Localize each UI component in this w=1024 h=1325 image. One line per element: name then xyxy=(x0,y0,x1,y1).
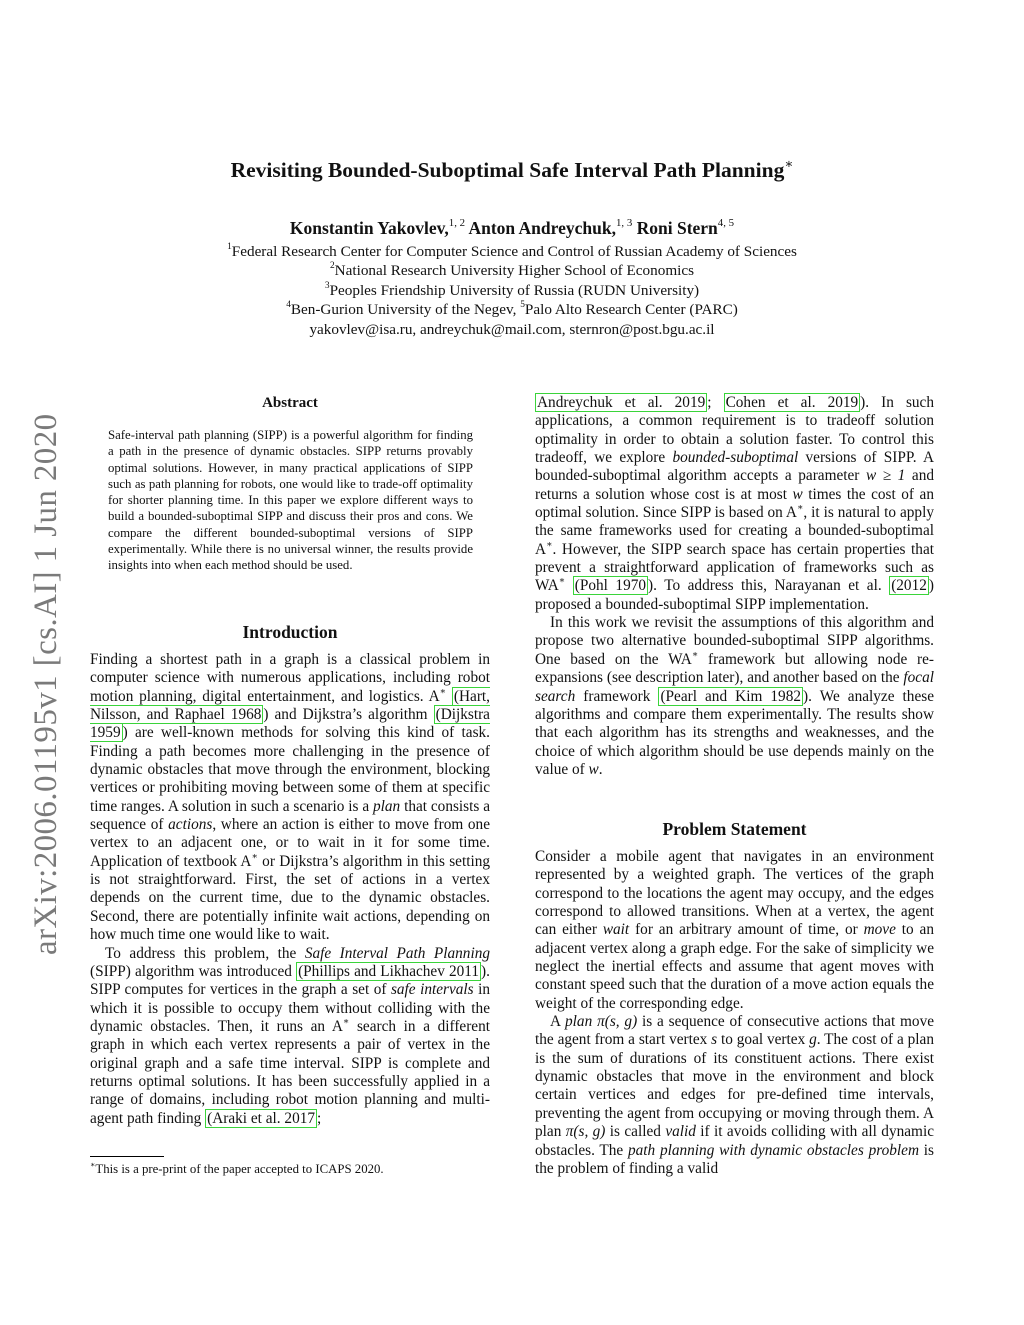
paper-title-text: Revisiting Bounded-Suboptimal Safe Interval Path Planning xyxy=(230,158,785,182)
author-name: Roni Stern xyxy=(636,218,718,238)
citation-link[interactable]: Andreychuk et al. 2019 xyxy=(537,394,706,411)
paragraph xyxy=(535,1013,934,1178)
text-run: To address this problem, the xyxy=(105,944,305,962)
paragraph xyxy=(535,848,934,1013)
affiliation-text: Palo Alto Research Center (PARC) xyxy=(524,301,738,318)
text-run: are well-known methods for solving this kind of task. Finding a path becomes more challenging in the presence of dynamic obstacles that move through the environment, blocking vertices or prohibiting moving between some of them at specific time ranges. A solution in such a scenario is a xyxy=(90,724,490,815)
affiliation-line xyxy=(0,300,1024,320)
emphasis: Safe Interval Path Planning xyxy=(304,944,490,962)
superscript: ∗ xyxy=(691,649,699,660)
text-run: In this work we revisit the assumptions of this algorithm and propose two alternative bounded-suboptimal SIPP algorithms. One based on the WA xyxy=(535,614,934,668)
text-run: (SIPP) algorithm was introduced xyxy=(90,962,297,980)
superscript: ∗ xyxy=(342,1016,350,1027)
emphasis: plan xyxy=(373,797,401,815)
superscript: ∗ xyxy=(546,539,553,550)
text-run: if it avoids colliding with all dynamic obstacles. The xyxy=(535,1123,934,1159)
text-run: for an arbitrary amount of time, or xyxy=(629,921,864,939)
text-run: versions of SIPP. A bounded-suboptimal algorithm accepts a parameter xyxy=(535,449,934,485)
text-run: that consists a sequence of xyxy=(90,797,490,834)
title-footnote-mark: ∗ xyxy=(784,155,794,171)
math-expression: π(s, g) xyxy=(565,1123,606,1141)
emphasis: focal search xyxy=(535,669,934,705)
text-run: ) xyxy=(122,724,128,742)
introduction-body xyxy=(90,651,490,1128)
text-run: and Dijkstra’s algorithm xyxy=(268,706,434,724)
author-affiliation-mark: 1, 2 xyxy=(448,217,466,230)
affiliation-mark: 5 xyxy=(520,300,525,310)
text-run: is the problem of finding a valid xyxy=(535,1141,934,1177)
text-run: ) xyxy=(481,962,487,980)
emphasis: valid xyxy=(665,1123,696,1141)
author-affiliation-mark: 1, 3 xyxy=(615,217,633,230)
affiliation-line xyxy=(0,261,1024,281)
text-run: ) xyxy=(803,687,809,705)
math-expression: w ≥ 1 xyxy=(865,467,906,485)
author-name: Konstantin Yakovlev, xyxy=(289,218,449,238)
math-expression: π(s, g) xyxy=(597,1013,638,1031)
text-run: in which it is possible to occupy them without colliding with the dynamic obstacles. Then, it runs an A xyxy=(90,981,490,1035)
text-run: framework xyxy=(575,687,659,705)
affiliation-mark: 2 xyxy=(329,261,335,271)
text-run: A xyxy=(550,1013,566,1031)
citation-link[interactable]: (Phillips and Likhachev 2011 xyxy=(298,962,480,980)
footnote-text: This is a pre-print of the paper accepted to ICAPS 2020. xyxy=(95,1162,384,1176)
abstract-heading: Abstract xyxy=(262,395,318,411)
author-emails: yakovlev@isa.ru, andreychuk@mail.com, sternron@post.bgu.ac.il xyxy=(309,321,715,338)
text-run: . In such applications, a common requirement is to tradeoff solution optimality in order to obtain a solution faster. To control this tradeoff, we explore xyxy=(535,394,934,467)
text-run: and returns a solution whose cost is at most xyxy=(535,467,934,503)
text-run: ; xyxy=(317,1109,322,1127)
affiliation-text: Peoples Friendship University of Russia (RUDN University) xyxy=(329,282,700,299)
author-affiliation-mark: 4, 5 xyxy=(717,217,735,230)
citation-link[interactable]: (Pohl 1970 xyxy=(574,577,647,595)
text-run: . We analyze these algorithms and compare them experimentally. The results show that each algorithm has its strengths and weaknesses, and the choice of which algorithm should be use depends mainly on the value of xyxy=(535,687,934,778)
right-column-body xyxy=(535,394,934,779)
paragraph xyxy=(90,945,490,1128)
text-run: Finding a shortest path in a graph is a classical problem in computer science with numerous applications, including robot motion planning, digital entertainment, and logistics. A xyxy=(90,651,490,705)
text-run: search in a different graph in which each vertex represents a pair of vertex in the original graph and a safe time interval. SIPP is complete and returns optimal solutions. It has been successfully applied in a range of domains, including robot motion planning and multi-agent path finding xyxy=(90,1017,490,1127)
abstract-body: Safe-interval path planning (SIPP) is a powerful algorithm for finding a path in the presence of dynamic obstacles. SIPP returns provably optimal solutions. However, in many practical applications of SIPP such as path planning for robots, one would like to trade-off optimality for shorter planning time. In this paper we explore different ways to build a bounded-suboptimal SIPP and discuss their pros and cons. We compare the different bounded-suboptimal versions of SIPP experimentally. While there is no universal winner, the results provide insights into when each method should be used. xyxy=(108,428,473,573)
math-expression: s xyxy=(711,1031,718,1049)
citation-link[interactable]: (2012 xyxy=(891,577,927,595)
text-run: proposed a bounded-suboptimal SIPP implementation. xyxy=(535,595,869,613)
text-run: ) xyxy=(860,394,866,411)
math-expression: w xyxy=(792,485,803,503)
text-run: . The cost of a plan is the sum of durations of its constituent actions. There exist dynamic obstacles that move in the environment and block certain vertices and edges for pre-defined time intervals, preventing the agent from occupying or moving through them. A plan xyxy=(535,1031,934,1141)
paragraph xyxy=(90,651,490,945)
text-run: ; xyxy=(707,394,712,411)
footnote xyxy=(90,1159,384,1177)
superscript: ∗ xyxy=(558,576,566,587)
paper-title xyxy=(0,155,1024,183)
introduction-heading: Introduction xyxy=(242,622,338,642)
text-run: ) xyxy=(263,706,269,724)
text-run: to an adjacent vertex along a graph edge. For the sake of simplicity we neglect the inertial effects and assume that agent moves with constant speed such that the duration of a move action equals the weight of the corresponding edge. xyxy=(535,921,934,1012)
citation-link[interactable]: (Araki et al. 2017 xyxy=(207,1109,316,1127)
text-run: , where an action is either to move from one vertex to an adjacent one, or to wait in it for some time. Application of textbook A xyxy=(90,816,490,870)
text-run: ) xyxy=(928,577,934,595)
affiliation-mark: 4 xyxy=(286,300,291,310)
superscript: ∗ xyxy=(439,686,447,697)
arxiv-identifier-stamp: arXiv:2006.01195v1 [cs.AI] 1 Jun 2020 xyxy=(28,413,64,955)
text-run: . xyxy=(598,760,603,778)
affiliation-mark: 3 xyxy=(324,281,330,291)
citation-link[interactable]: (Dijkstra 1959 xyxy=(90,706,490,742)
text-run: ) xyxy=(648,577,654,595)
paragraph xyxy=(535,614,934,779)
superscript: ∗ xyxy=(251,851,258,862)
affiliation-text: Federal Research Center for Computer Science and Control of Russian Academy of Sciences xyxy=(231,243,797,260)
text-run xyxy=(565,577,573,594)
affiliation-line xyxy=(0,281,1024,301)
problem-statement-body xyxy=(535,848,934,1178)
affiliation-text: Ben-Gurion University of the Negev, xyxy=(290,301,521,318)
text-run: framework but allowing node re-expansions (see description later), and another based on the xyxy=(535,650,934,687)
footnote-mark: ∗ xyxy=(90,1159,96,1169)
superscript: ∗ xyxy=(796,503,804,514)
paragraph xyxy=(535,394,934,614)
affiliation-text: National Research University Higher School of Economics xyxy=(334,262,695,279)
emphasis: bounded-suboptimal xyxy=(672,449,799,467)
text-run: . To address this, Narayanan et al. xyxy=(653,577,890,595)
citation-link[interactable]: (Pearl and Kim 1982 xyxy=(660,687,802,705)
text-run: is a sequence of consecutive actions that move the agent from a start vertex xyxy=(535,1013,935,1049)
text-run: . However, the SIPP search space has certain properties that prevent a straightforward application of frameworks such as WA xyxy=(535,540,934,595)
text-run: or Dijkstra’s algorithm in this setting is not straightforward. First, the set of actions in a vertex depends on the current time, due to the dynamic obstacles. Second, there are potentially infinite wait actions, depending on how much time one would like to wait. xyxy=(90,852,490,944)
text-run: Consider a mobile agent that navigates in an environment represented by a weighted graph. The vertices of the graph correspond to the locations the agent may occupy, and the edges correspond to allowed transitions. When at a vertex, the agent can either xyxy=(535,848,934,939)
problem-statement-heading: Problem Statement xyxy=(662,819,807,839)
math-expression: w xyxy=(588,760,599,778)
affiliation-line xyxy=(0,242,1024,262)
text-run: to goal vertex xyxy=(717,1031,810,1049)
emphasis: move xyxy=(863,921,896,939)
footnote-rule xyxy=(90,1156,164,1157)
emphasis: safe intervals xyxy=(390,981,474,999)
math-expression: g xyxy=(809,1031,817,1049)
emphasis: plan xyxy=(565,1013,593,1031)
emphasis: wait xyxy=(602,921,630,939)
text-run: , it is natural to apply the same frameworks used for creating a bounded-suboptimal A xyxy=(535,504,934,558)
emphasis: path planning with dynamic obstacles problem xyxy=(627,1141,919,1159)
text-run: times the cost of an optimal solution. Since SIPP is based on A xyxy=(535,485,934,522)
text-run: is called xyxy=(605,1123,666,1141)
affiliation-mark: 1 xyxy=(227,242,232,252)
author-name: Anton Andreychuk, xyxy=(468,218,616,238)
emphasis: actions xyxy=(168,816,213,834)
text-run: . SIPP computes for vertices in the graph a set of xyxy=(90,962,490,999)
citation-link[interactable]: Cohen et al. 2019 xyxy=(725,394,859,411)
author-list xyxy=(0,218,1024,239)
citation-link[interactable]: (Hart, Nilsson, and Raphael 1968 xyxy=(90,687,490,724)
